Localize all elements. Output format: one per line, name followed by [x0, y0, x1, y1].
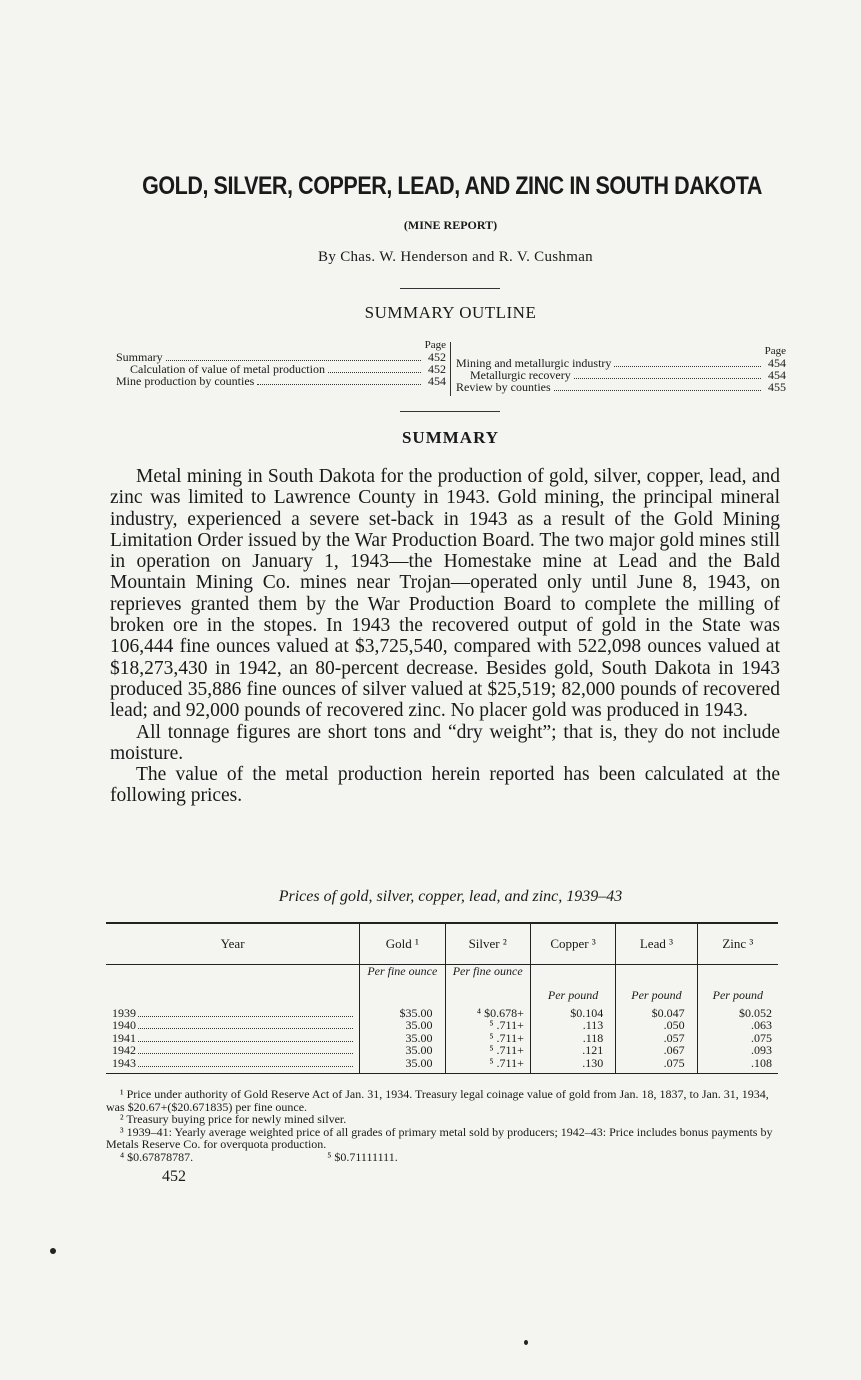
- unit-row: [106, 965, 778, 1008]
- footnotes: [106, 1088, 778, 1163]
- scan-speck: [50, 1248, 56, 1254]
- lead-price: .057: [663, 1030, 685, 1045]
- year-row: [112, 1007, 353, 1019]
- unit-cell: Per pound: [616, 965, 697, 1008]
- year-label: 1941: [112, 1030, 136, 1045]
- footnote: ⁴ $0.67878787.: [120, 1149, 194, 1164]
- silver-price: ⁴ $0.678+: [476, 1006, 524, 1020]
- silver-price: ⁵ .711+: [489, 1043, 524, 1058]
- silver-price: ⁵ .711+: [489, 1030, 524, 1045]
- table-data-row: [106, 1007, 778, 1074]
- dot-leader: [138, 1020, 353, 1029]
- dot-leader: [328, 364, 421, 373]
- section-heading: SUMMARY: [401, 428, 500, 447]
- page-title: GOLD, SILVER, COPPER, LEAD, AND ZINC IN SOUTH DAKOTA: [142, 172, 762, 200]
- column-header-copper: Copper ³: [530, 923, 615, 965]
- lead-cell: [616, 1007, 697, 1074]
- column-header-year: Year: [106, 923, 360, 965]
- silver-price: ⁵ .711+: [489, 1055, 524, 1070]
- scan-speck: [524, 1340, 528, 1345]
- dot-leader: [614, 358, 761, 367]
- year-row: [112, 1044, 353, 1056]
- outline-entry-page: 455: [768, 380, 786, 394]
- copper-cell: [530, 1007, 615, 1074]
- dot-leader: [257, 376, 421, 385]
- lead-price: .050: [663, 1018, 685, 1033]
- page-column-label: Page: [764, 345, 786, 357]
- column-divider: [450, 342, 451, 396]
- lead-price: .067: [663, 1043, 685, 1058]
- unit-cell: Per fine ounce: [360, 965, 445, 1008]
- dot-leader: [138, 1058, 353, 1067]
- column-header-silver: Silver ²: [445, 923, 530, 965]
- gold-price: $35.00: [399, 1006, 433, 1020]
- year-cell: [106, 1007, 360, 1074]
- zinc-price: .108: [751, 1055, 772, 1070]
- year-label: 1942: [112, 1043, 136, 1058]
- footnote: ⁵ $0.71111111.: [327, 1149, 398, 1164]
- silver-price: ⁵ .711+: [489, 1018, 524, 1033]
- gold-price: 35.00: [405, 1043, 433, 1058]
- year-row: [112, 1057, 353, 1069]
- zinc-price: .063: [751, 1018, 772, 1033]
- outline-entry-label: Review by counties: [456, 380, 551, 394]
- outline-heading: SUMMARY OUTLINE: [364, 303, 537, 322]
- year-label: 1943: [112, 1055, 136, 1070]
- footnote: ¹ Price under authority of Gold Reserve Act of Jan. 31, 1934. Treasury legal coinage value of gold from Jan. 18, 1837, to Jan. 31, 1934, was $20.67+($20.671835) per fine ounce.: [106, 1087, 769, 1114]
- year-label: 1939: [112, 1006, 136, 1020]
- dot-leader: [554, 382, 761, 391]
- column-header-zinc: Zinc ³: [697, 923, 778, 965]
- outline-entry-page: 452: [428, 362, 446, 376]
- page-number: 452: [162, 1168, 186, 1185]
- gold-price: 35.00: [405, 1055, 433, 1070]
- summary-paragraph: All tonnage figures are short tons and “dry weight”; that is, they do not include moisture.: [110, 721, 780, 764]
- lead-price: $0.047: [651, 1006, 685, 1020]
- report-type: (MINE REPORT): [403, 218, 498, 232]
- copper-price: .113: [582, 1018, 604, 1033]
- unit-cell: Per pound: [530, 965, 615, 1008]
- footnote-pair: [106, 1151, 778, 1164]
- summary-paragraph: The value of the metal production herein reported has been calculated at the following prices.: [110, 764, 780, 807]
- dot-leader: [138, 1008, 353, 1017]
- outline-entry-page: 454: [428, 374, 446, 388]
- silver-cell: [445, 1007, 530, 1074]
- zinc-price: $0.052: [739, 1006, 772, 1020]
- outline-right-column: [456, 345, 786, 393]
- dot-leader: [138, 1033, 353, 1042]
- table-header-row: [106, 923, 778, 965]
- gold-price: 35.00: [405, 1030, 433, 1045]
- outline-entry[interactable]: [116, 375, 446, 387]
- gold-cell: [360, 1007, 445, 1074]
- zinc-cell: [697, 1007, 778, 1074]
- zinc-price: .075: [751, 1030, 772, 1045]
- outline-entry[interactable]: [456, 381, 786, 393]
- outline-entry-page: 454: [768, 356, 786, 370]
- column-header-lead: Lead ³: [616, 923, 697, 965]
- year-label: 1940: [112, 1018, 136, 1033]
- outline-entry-label: Mine production by counties: [116, 374, 255, 388]
- dot-leader: [138, 1045, 353, 1054]
- column-header-gold: Gold ¹: [360, 923, 445, 965]
- summary-body: [110, 466, 780, 807]
- divider-rule: [400, 411, 500, 412]
- outline-entry-page: 452: [428, 350, 446, 364]
- gold-price: 35.00: [405, 1018, 433, 1033]
- outline-entry-label: Calculation of value of metal production: [130, 362, 325, 376]
- copper-price: .121: [582, 1043, 604, 1058]
- unit-cell: [106, 965, 360, 1008]
- year-row: [112, 1019, 353, 1031]
- outline-entry-label: Mining and metallurgic industry: [456, 356, 612, 370]
- summary-paragraph: Metal mining in South Dakota for the production of gold, silver, copper, lead, and zinc was limited to Lawrence County in 1943. Gold mining, the principal mineral industry, experienced a severe set-back in 1943 as a result of the Gold Mining Limitation Order issued by the War Production Board. The two major gold mines still in operation on January 1, 1943—the Homestake mine at Lead and the Bald Mountain Mining Co. mines near Trojan—operated only until June 8, 1943, on reprieves granted them by the War Production Board to complete the milling of broken ore in the stopes. In 1943 the recovered output of gold in the State was 106,444 fine ounces valued at $3,725,540, compared with 522,098 ounces valued at $18,273,430 in 1942, an 80-percent decrease. Besides gold, South Dakota in 1943 produced 35,886 fine ounces of silver valued at $25,519; 82,000 pounds of recovered lead; and 92,000 pounds of recovered zinc. No placer gold was produced in 1943.: [110, 466, 780, 722]
- outline-left-column: [116, 339, 446, 387]
- outline-entry-label: Summary: [116, 350, 163, 364]
- year-row: [112, 1032, 353, 1044]
- copper-price: $0.104: [570, 1006, 604, 1020]
- dot-leader: [574, 370, 761, 379]
- outline-entry-page: 454: [768, 368, 786, 382]
- footnote: ² Treasury buying price for newly mined silver.: [120, 1112, 347, 1126]
- outline-entry-label: Metallurgic recovery: [470, 368, 571, 382]
- dot-leader: [166, 352, 421, 361]
- copper-price: .130: [582, 1055, 604, 1070]
- prices-table: [106, 922, 778, 1074]
- page-column-label: Page: [424, 339, 446, 351]
- table-caption: Prices of gold, silver, copper, lead, and zinc, 1939–43: [278, 888, 623, 905]
- unit-cell: Per fine ounce: [445, 965, 530, 1008]
- copper-price: .118: [582, 1030, 604, 1045]
- footnote: ³ 1939–41: Yearly average weighted price of all grades of primary metal sold by producers; 1942–43: Price includes bonus payments by Metals Reserve Co. for overquota production.: [106, 1124, 773, 1151]
- byline: By Chas. W. Henderson and R. V. Cushman: [318, 249, 593, 265]
- divider-rule: [400, 288, 500, 289]
- unit-cell: Per pound: [697, 965, 778, 1008]
- zinc-price: .093: [751, 1043, 772, 1058]
- lead-price: .075: [663, 1055, 685, 1070]
